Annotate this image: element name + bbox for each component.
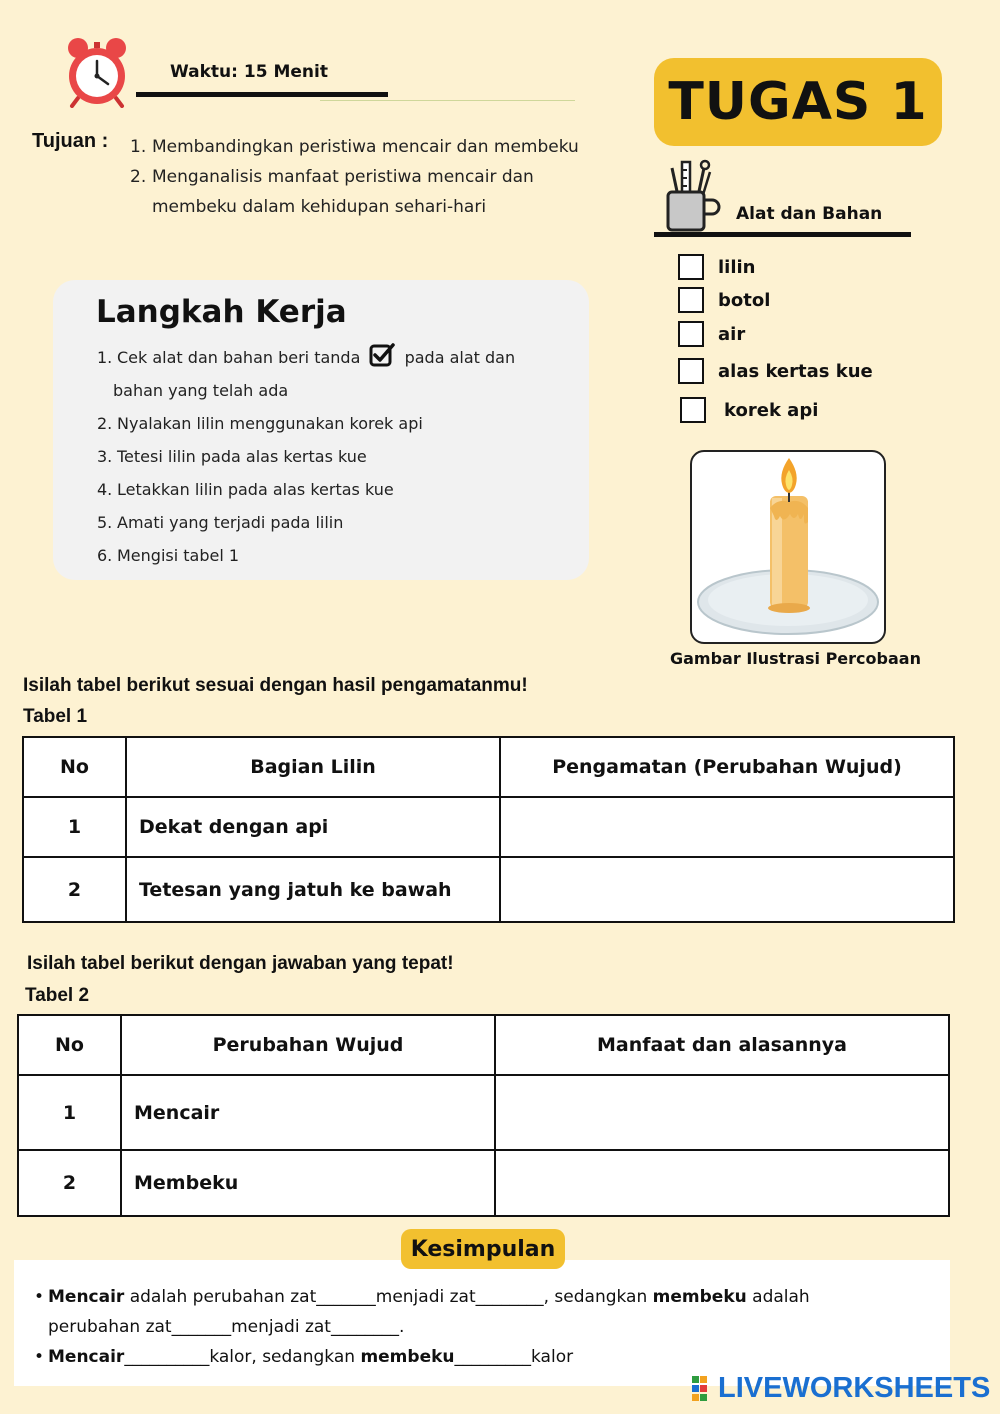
illustration-caption: Gambar Ilustrasi Percobaan — [670, 649, 921, 668]
answer-cell[interactable] — [500, 857, 954, 922]
step-item: 5. Amati yang terjadi pada lilin — [97, 513, 344, 532]
material-item: korek api — [680, 397, 818, 423]
checkmark-icon — [369, 343, 395, 367]
step-item-continuation: bahan yang telah ada — [113, 381, 289, 400]
observation-table — [22, 736, 955, 923]
checkbox[interactable] — [678, 254, 704, 280]
table-row: 2 Membeku — [18, 1150, 949, 1216]
liveworksheets-logo[interactable]: LIVEWORKSHEETS — [692, 1372, 990, 1405]
steps-title: Langkah Kerja — [96, 294, 347, 330]
table-row: 2 Tetesan yang jatuh ke bawah — [23, 857, 954, 922]
table-header-row: No Perubahan Wujud Manfaat dan alasannya — [18, 1015, 949, 1075]
table2-instruction: Isilah tabel berikut dengan jawaban yang tepat! — [27, 953, 454, 974]
conclusion-text — [34, 1282, 934, 1372]
benefits-table — [17, 1014, 950, 1217]
conclusion-item: • Mencair adalah perubahan zat_______menjadi zat________, sedangkan membeku adalah — [34, 1287, 810, 1307]
answer-cell[interactable] — [495, 1150, 949, 1216]
material-item: alas kertas kue — [678, 358, 873, 384]
step-item: 6. Mengisi tabel 1 — [97, 546, 240, 565]
divider — [320, 100, 575, 101]
step-item: 4. Letakkan lilin pada alas kertas kue — [97, 480, 394, 499]
time-label: Waktu: 15 Menit — [170, 62, 328, 82]
table1-instruction: Isilah tabel berikut sesuai dengan hasil pengamatanmu! — [23, 675, 528, 696]
objective-item: 2. Menganalisis manfaat peristiwa mencair dan — [130, 167, 534, 187]
answer-cell[interactable] — [495, 1075, 949, 1150]
table-row: 1 Mencair — [18, 1075, 949, 1150]
checkbox[interactable] — [678, 321, 704, 347]
task-title: TUGAS 1 — [668, 72, 928, 132]
table1-label: Tabel 1 — [23, 706, 88, 727]
alarm-clock-icon — [64, 36, 130, 108]
candle-illustration — [692, 452, 886, 644]
experiment-illustration — [690, 450, 886, 644]
material-item: air — [678, 321, 745, 347]
pencil-cup-icon — [664, 158, 724, 234]
checkbox[interactable] — [678, 287, 704, 313]
logo-icon — [692, 1376, 716, 1402]
objective-item-continuation: membeku dalam kehidupan sehari-hari — [152, 197, 487, 217]
material-item: botol — [678, 287, 770, 313]
table2-label: Tabel 2 — [25, 985, 90, 1006]
material-item: lilin — [678, 254, 756, 280]
divider — [654, 232, 911, 237]
objective-item: 1. Membandingkan peristiwa mencair dan membeku — [130, 137, 579, 157]
objectives-list — [130, 132, 630, 222]
checkbox[interactable] — [680, 397, 706, 423]
steps-list — [97, 343, 567, 574]
step-item: 1. Cek alat dan bahan beri tanda pada alat dan — [97, 343, 567, 376]
checkbox[interactable] — [678, 358, 704, 384]
divider — [136, 92, 388, 97]
step-item: 2. Nyalakan lilin menggunakan korek api — [97, 414, 423, 433]
conclusion-item-continuation: perubahan zat_______menjadi zat________. — [48, 1317, 405, 1337]
step-item: 3. Tetesi lilin pada alas kertas kue — [97, 447, 367, 466]
table-header-row: No Bagian Lilin Pengamatan (Perubahan Wujud) — [23, 737, 954, 797]
conclusion-title: Kesimpulan — [401, 1229, 565, 1269]
objectives-label: Tujuan : — [32, 130, 109, 152]
conclusion-item: • Mencair__________kalor, sedangkan membeku_________kalor — [34, 1347, 574, 1367]
table-row: 1 Dekat dengan api — [23, 797, 954, 857]
task-badge — [654, 58, 942, 146]
answer-cell[interactable] — [500, 797, 954, 857]
materials-title: Alat dan Bahan — [736, 204, 883, 224]
